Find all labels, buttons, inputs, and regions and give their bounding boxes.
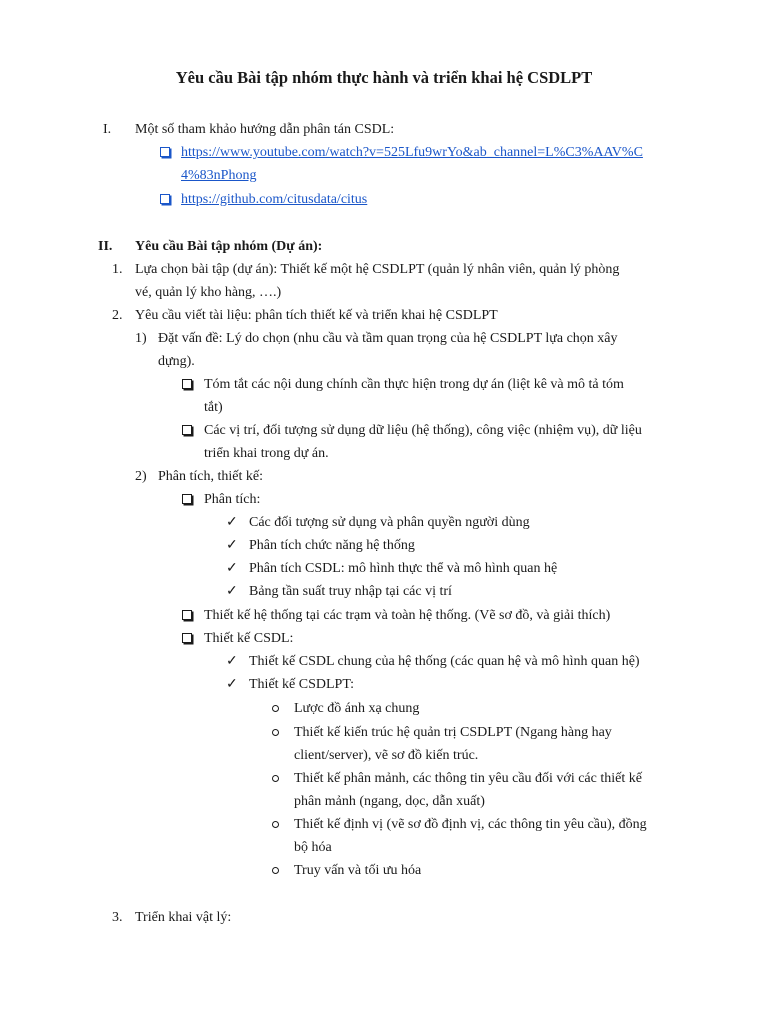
circle-bullet-icon [272,729,279,736]
sub-1-bullet-2-continued: triển khai trong dự án. [204,446,329,461]
page-title: Yêu cầu Bài tập nhóm thực hành và triển khai hệ CSDLPT [175,68,593,87]
analysis-check-2: Phân tích chức năng hệ thống [249,538,415,553]
item-1-text-continued: vé, quản lý kho hàng, ….) [135,285,282,300]
ddb-item-5: Truy vấn và tối ưu hóa [294,863,422,878]
analysis-heading: Phân tích: [204,492,261,507]
item-1-number: 1. [112,262,123,277]
db-design-check-2: Thiết kế CSDLPT: [249,677,355,692]
circle-bullet-icon [272,867,279,874]
check-icon: ✓ [226,538,238,553]
item-3-number: 3. [112,910,123,925]
ddb-item-4: Thiết kế định vị (vẽ sơ đồ định vị, các thông tin yêu cầu), đồng [294,817,647,832]
sub-2-text: Phân tích, thiết kế: [158,469,263,484]
sub-1-bullet-2: Các vị trí, đối tượng sử dụng dữ liệu (hệ thống), công việc (nhiệm vụ), dữ liệu [204,423,642,438]
ddb-item-3-continued: phân mảnh (ngang, dọc, dẫn xuất) [294,794,485,809]
sub-1-number: 1) [135,331,147,346]
square-bullet-icon [182,494,192,504]
ddb-item-2-continued: client/server), vẽ sơ đồ kiến trúc. [294,748,479,763]
circle-bullet-icon [272,775,279,782]
section-1-label: Một số tham khảo hướng dẫn phân tán CSDL: [135,122,395,137]
analysis-check-1: Các đối tượng sử dụng và phân quyền người dùng [249,515,530,530]
ddb-item-1: Lược đồ ánh xạ chung [294,701,420,716]
item-2-text: Yêu cầu viết tài liệu: phân tích thiết kế và triển khai hệ CSDLPT [135,308,498,323]
section-1-number: I. [103,122,112,137]
square-bullet-icon [160,147,170,157]
check-icon: ✓ [226,654,238,669]
ddb-item-3: Thiết kế phân mảnh, các thông tin yêu cầu đối với các thiết kế [294,771,642,786]
check-icon: ✓ [226,515,238,530]
square-bullet-icon [182,379,192,389]
circle-bullet-icon [272,821,279,828]
ddb-item-4-continued: bộ hóa [294,840,332,855]
sub-1-text: Đặt vấn đề: Lý do chọn (nhu cầu và tầm quan trọng của hệ CSDLPT lựa chọn xây [158,331,618,346]
sub-2-number: 2) [135,469,147,484]
item-3-text: Triển khai vật lý: [135,910,232,925]
analysis-check-4: Bảng tần suất truy nhập tại các vị trí [249,584,452,599]
square-bullet-icon [182,610,192,620]
sub-1-bullet-1: Tóm tắt các nội dung chính cần thực hiện trong dự án (liệt kê và mô tả tóm [204,377,624,392]
section-2-number: II. [98,239,113,254]
item-2-number: 2. [112,308,123,323]
analysis-check-3: Phân tích CSDL: mô hình thực thể và mô hình quan hệ [249,561,558,576]
check-icon: ✓ [226,561,238,576]
ddb-item-2: Thiết kế kiến trúc hệ quản trị CSDLPT (Ngang hàng hay [294,725,612,740]
sub-1-bullet-1-continued: tắt) [204,400,223,415]
section-2-label: Yêu cầu Bài tập nhóm (Dự án): [135,239,323,254]
system-design-bullet: Thiết kế hệ thống tại các trạm và toàn hệ thống. (Vẽ sơ đồ, và giải thích) [204,608,611,623]
sub-1-text-continued: dựng). [158,354,195,369]
item-1-text: Lựa chọn bài tập (dự án): Thiết kế một hệ CSDLPT (quản lý nhân viên, quản lý phòng [135,262,620,277]
square-bullet-icon [182,633,192,643]
square-bullet-icon [182,425,192,435]
circle-bullet-icon [272,705,279,712]
check-icon: ✓ [226,677,238,692]
youtube-link-continued[interactable]: 4%83nPhong [181,168,257,183]
github-link[interactable]: https://github.com/citusdata/citus [181,192,368,207]
check-icon: ✓ [226,584,238,599]
db-design-heading: Thiết kế CSDL: [204,631,294,646]
db-design-check-1: Thiết kế CSDL chung của hệ thống (các quan hệ và mô hình quan hệ) [249,654,640,669]
youtube-link[interactable]: https://www.youtube.com/watch?v=525Lfu9wrYo&ab_channel=L%C3%AAV%C [181,145,643,160]
square-bullet-icon [160,194,170,204]
